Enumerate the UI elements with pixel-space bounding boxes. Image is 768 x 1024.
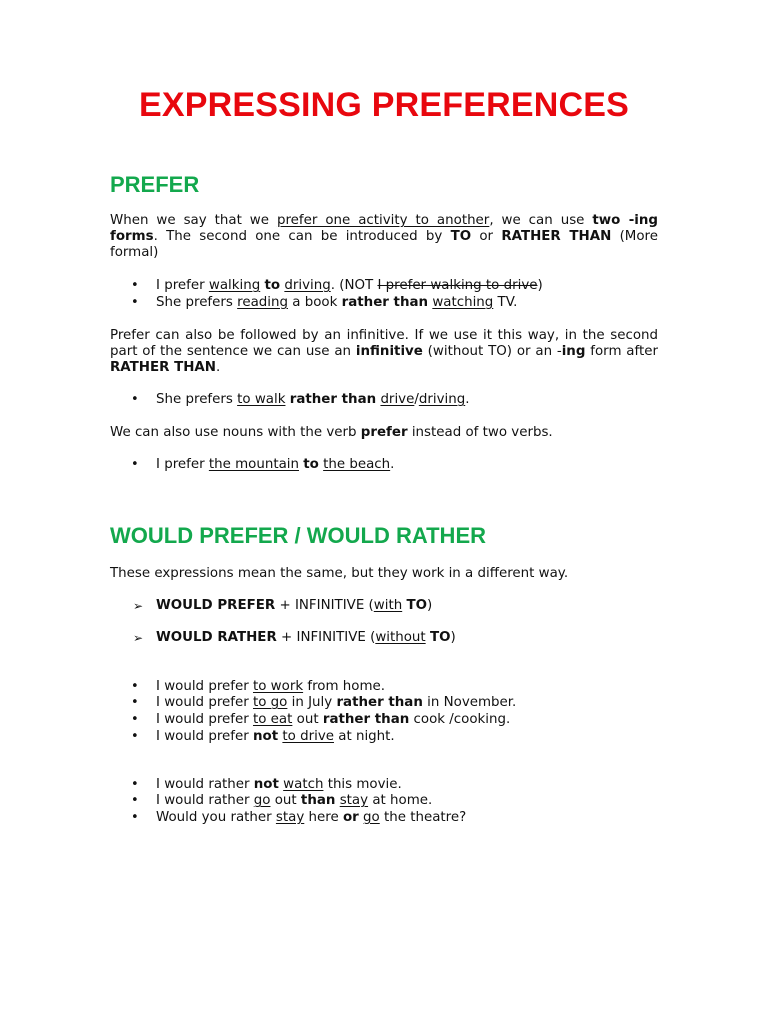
list-item: I would prefer to work from home.	[156, 679, 385, 694]
bullet-dot: •	[131, 712, 139, 727]
list-item: I would prefer not to drive at night.	[156, 729, 395, 744]
section-heading-would: WOULD PREFER / WOULD RATHER	[110, 523, 487, 548]
bullet-dot: •	[131, 278, 139, 293]
list-item: I prefer the mountain to the beach.	[156, 457, 395, 472]
bullet-dot: •	[131, 729, 139, 744]
section-heading-prefer: PREFER	[110, 172, 200, 197]
bullet-dot: •	[131, 777, 139, 792]
list-item: I would rather not watch this movie.	[156, 777, 402, 792]
bullet-dot: •	[131, 295, 139, 310]
bullet-dot: •	[131, 793, 139, 808]
paragraph-would-intro: These expressions mean the same, but they work in a different way.	[110, 566, 569, 581]
paragraph-prefer-intro: When we say that we prefer one activity to another, we can use two -ing forms. The second one can be introduced by TO or RATHER THAN (More formal)	[110, 213, 658, 261]
arrow-bullet-icon: ➢	[133, 599, 144, 613]
bullet-dot: •	[131, 457, 139, 472]
arrow-bullet-icon: ➢	[133, 631, 144, 645]
list-item: Would you rather stay here or go the theatre?	[156, 810, 467, 825]
page-title: EXPRESSING PREFERENCES	[139, 86, 629, 124]
list-item: I would prefer to go in July rather than in November.	[156, 695, 517, 710]
bullet-dot: •	[131, 392, 139, 407]
bullet-dot: •	[131, 810, 139, 825]
list-item: I would prefer to eat out rather than cook /cooking.	[156, 712, 511, 727]
paragraph-prefer-nouns: We can also use nouns with the verb prefer instead of two verbs.	[110, 425, 553, 440]
paragraph-prefer-infinitive: Prefer can also be followed by an infinitive. If we use it this way, in the second part of the sentence we can use an infinitive (without TO) or an -ing form after RATHER THAN.	[110, 328, 658, 376]
list-item: I prefer walking to driving. (NOT I prefer walking to drive)	[156, 278, 543, 293]
list-item: WOULD PREFER + INFINITIVE (with TO)	[156, 598, 433, 613]
list-item: She prefers reading a book rather than watching TV.	[156, 295, 518, 310]
list-item: I would rather go out than stay at home.	[156, 793, 433, 808]
list-item: She prefers to walk rather than drive/driving.	[156, 392, 470, 407]
list-item: WOULD RATHER + INFINITIVE (without TO)	[156, 630, 456, 645]
bullet-dot: •	[131, 695, 139, 710]
bullet-dot: •	[131, 679, 139, 694]
